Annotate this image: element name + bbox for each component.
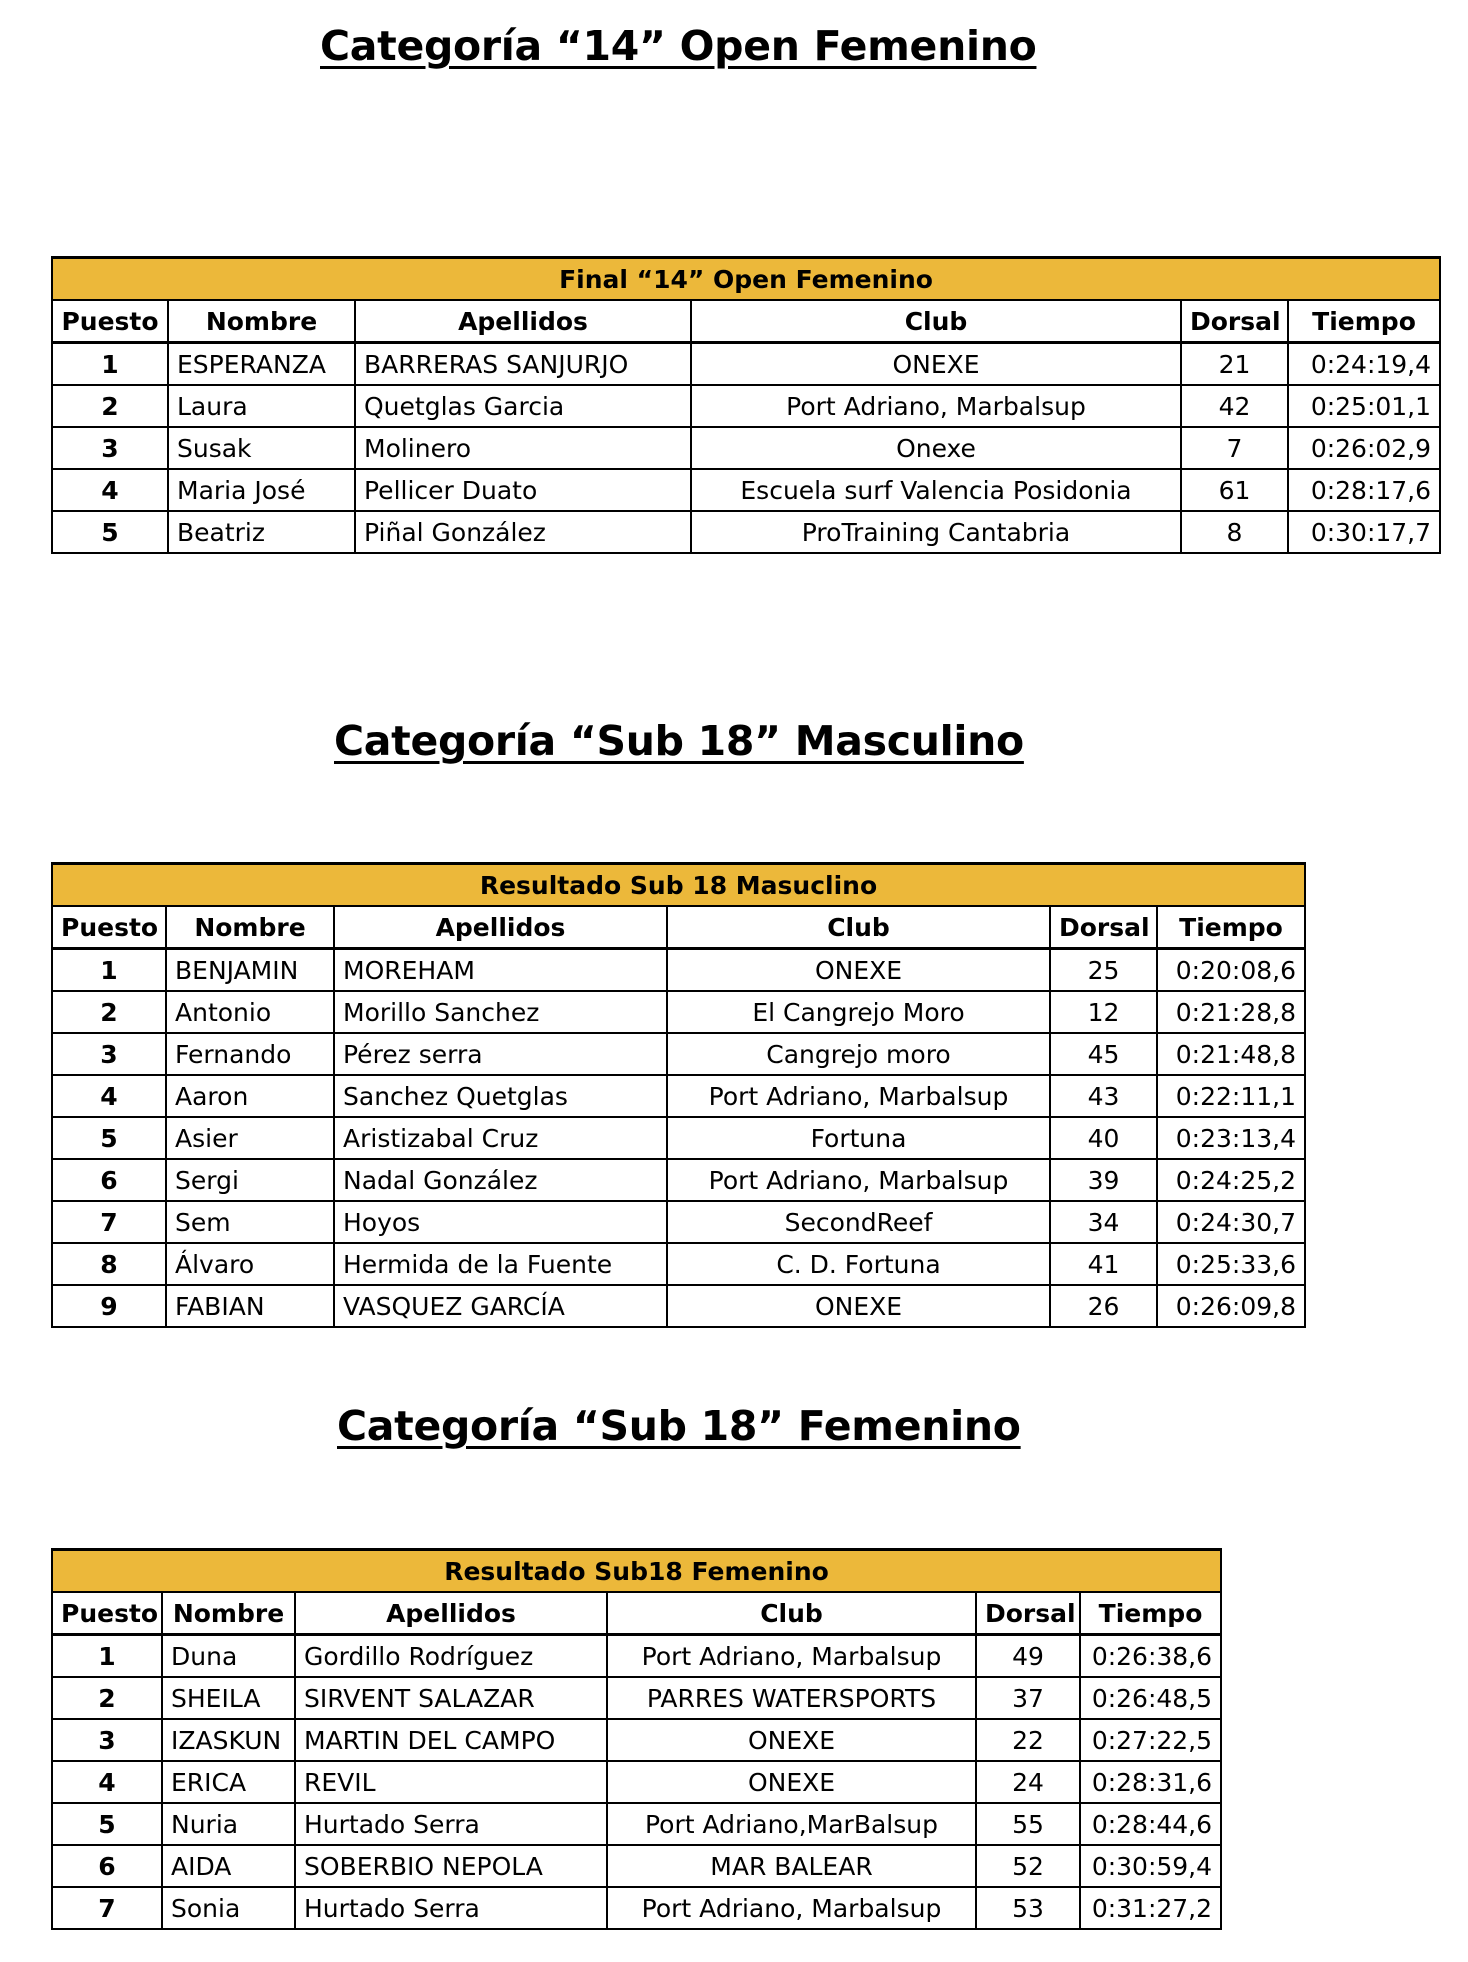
column-header-puesto: Puesto xyxy=(52,906,166,949)
nombre-cell: IZASKUN xyxy=(162,1719,295,1761)
tiempo-cell: 0:26:38,6 xyxy=(1080,1635,1221,1678)
club-cell: C. D. Fortuna xyxy=(667,1243,1050,1285)
dorsal-cell: 34 xyxy=(1050,1201,1157,1243)
dorsal-cell: 8 xyxy=(1181,511,1288,553)
tiempo-cell: 0:30:17,7 xyxy=(1288,511,1440,553)
club-cell: Escuela surf Valencia Posidonia xyxy=(691,469,1181,511)
club-cell: Port Adriano, Marbalsup xyxy=(691,385,1181,427)
table-row xyxy=(52,1635,1221,1678)
nombre-cell: BENJAMIN xyxy=(166,949,334,992)
table-row xyxy=(52,385,1440,427)
column-header-nombre: Nombre xyxy=(166,906,334,949)
column-header-tiempo: Tiempo xyxy=(1157,906,1305,949)
table-row xyxy=(52,1285,1305,1327)
column-header-club: Club xyxy=(667,906,1050,949)
table-row xyxy=(52,1117,1305,1159)
section-heading-sub18-femenino: Categoría “Sub 18” Femenino xyxy=(337,1402,1021,1450)
puesto-cell: 3 xyxy=(52,1719,162,1761)
club-cell: El Cangrejo Moro xyxy=(667,991,1050,1033)
puesto-cell: 6 xyxy=(52,1159,166,1201)
column-header-nombre: Nombre xyxy=(162,1592,295,1635)
club-cell: ONEXE xyxy=(607,1761,976,1803)
tiempo-cell: 0:23:13,4 xyxy=(1157,1117,1305,1159)
apellidos-cell: SIRVENT SALAZAR xyxy=(295,1677,607,1719)
table-row xyxy=(52,343,1440,386)
dorsal-cell: 12 xyxy=(1050,991,1157,1033)
nombre-cell: Antonio xyxy=(166,991,334,1033)
apellidos-cell: Hoyos xyxy=(334,1201,667,1243)
apellidos-cell: BARRERAS SANJURJO xyxy=(355,343,691,386)
dorsal-cell: 37 xyxy=(976,1677,1080,1719)
club-cell: Port Adriano, Marbalsup xyxy=(667,1075,1050,1117)
puesto-cell: 9 xyxy=(52,1285,166,1327)
puesto-cell: 6 xyxy=(52,1845,162,1887)
dorsal-cell: 22 xyxy=(976,1719,1080,1761)
tiempo-cell: 0:24:30,7 xyxy=(1157,1201,1305,1243)
puesto-cell: 4 xyxy=(52,1761,162,1803)
nombre-cell: Laura xyxy=(168,385,355,427)
club-cell: ProTraining Cantabria xyxy=(691,511,1181,553)
tiempo-cell: 0:25:01,1 xyxy=(1288,385,1440,427)
apellidos-cell: Morillo Sanchez xyxy=(334,991,667,1033)
column-header-apellidos: Apellidos xyxy=(334,906,667,949)
club-cell: Port Adriano, Marbalsup xyxy=(667,1159,1050,1201)
tiempo-cell: 0:21:48,8 xyxy=(1157,1033,1305,1075)
club-cell: PARRES WATERSPORTS xyxy=(607,1677,976,1719)
dorsal-cell: 24 xyxy=(976,1761,1080,1803)
nombre-cell: AIDA xyxy=(162,1845,295,1887)
nombre-cell: FABIAN xyxy=(166,1285,334,1327)
dorsal-cell: 52 xyxy=(976,1845,1080,1887)
apellidos-cell: MOREHAM xyxy=(334,949,667,992)
table-caption: Resultado Sub18 Femenino xyxy=(52,1550,1221,1593)
results-table-sub18-masculino xyxy=(51,862,1306,1328)
nombre-cell: Sem xyxy=(166,1201,334,1243)
dorsal-cell: 26 xyxy=(1050,1285,1157,1327)
apellidos-cell: Sanchez Quetglas xyxy=(334,1075,667,1117)
column-header-nombre: Nombre xyxy=(168,300,355,343)
puesto-cell: 2 xyxy=(52,991,166,1033)
dorsal-cell: 7 xyxy=(1181,427,1288,469)
apellidos-cell: SOBERBIO NEPOLA xyxy=(295,1845,607,1887)
apellidos-cell: MARTIN DEL CAMPO xyxy=(295,1719,607,1761)
apellidos-cell: Gordillo Rodríguez xyxy=(295,1635,607,1678)
club-cell: Port Adriano,MarBalsup xyxy=(607,1803,976,1845)
club-cell: ONEXE xyxy=(667,1285,1050,1327)
club-cell: Port Adriano, Marbalsup xyxy=(607,1887,976,1929)
dorsal-cell: 49 xyxy=(976,1635,1080,1678)
table-row xyxy=(52,1677,1221,1719)
dorsal-cell: 42 xyxy=(1181,385,1288,427)
column-header-apellidos: Apellidos xyxy=(295,1592,607,1635)
results-table-open-femenino xyxy=(51,256,1441,554)
table-row xyxy=(52,1719,1221,1761)
apellidos-cell: Molinero xyxy=(355,427,691,469)
club-cell: Onexe xyxy=(691,427,1181,469)
table-row xyxy=(52,427,1440,469)
dorsal-cell: 43 xyxy=(1050,1075,1157,1117)
table-row xyxy=(52,1243,1305,1285)
club-cell: ONEXE xyxy=(667,949,1050,992)
club-cell: Port Adriano, Marbalsup xyxy=(607,1635,976,1678)
puesto-cell: 3 xyxy=(52,1033,166,1075)
nombre-cell: Sonia xyxy=(162,1887,295,1929)
apellidos-cell: Hermida de la Fuente xyxy=(334,1243,667,1285)
table-caption-row xyxy=(52,864,1305,907)
puesto-cell: 4 xyxy=(52,469,168,511)
table-caption-row xyxy=(52,1550,1221,1593)
tiempo-cell: 0:26:48,5 xyxy=(1080,1677,1221,1719)
puesto-cell: 7 xyxy=(52,1887,162,1929)
table-row xyxy=(52,1201,1305,1243)
puesto-cell: 4 xyxy=(52,1075,166,1117)
nombre-cell: Aaron xyxy=(166,1075,334,1117)
puesto-cell: 2 xyxy=(52,1677,162,1719)
puesto-cell: 3 xyxy=(52,427,168,469)
club-cell: SecondReef xyxy=(667,1201,1050,1243)
apellidos-cell: Nadal González xyxy=(334,1159,667,1201)
column-header-apellidos: Apellidos xyxy=(355,300,691,343)
club-cell: Fortuna xyxy=(667,1117,1050,1159)
table-row xyxy=(52,1159,1305,1201)
puesto-cell: 1 xyxy=(52,1635,162,1678)
table-header-row xyxy=(52,1592,1221,1635)
table-header-row xyxy=(52,300,1440,343)
puesto-cell: 1 xyxy=(52,343,168,386)
table-header-row xyxy=(52,906,1305,949)
table-row xyxy=(52,1075,1305,1117)
apellidos-cell: Pérez serra xyxy=(334,1033,667,1075)
column-header-club: Club xyxy=(607,1592,976,1635)
tiempo-cell: 0:21:28,8 xyxy=(1157,991,1305,1033)
table-row xyxy=(52,511,1440,553)
nombre-cell: Álvaro xyxy=(166,1243,334,1285)
puesto-cell: 7 xyxy=(52,1201,166,1243)
tiempo-cell: 0:26:09,8 xyxy=(1157,1285,1305,1327)
table-row xyxy=(52,949,1305,992)
dorsal-cell: 53 xyxy=(976,1887,1080,1929)
puesto-cell: 5 xyxy=(52,1803,162,1845)
column-header-dorsal: Dorsal xyxy=(976,1592,1080,1635)
tiempo-cell: 0:24:19,4 xyxy=(1288,343,1440,386)
nombre-cell: ERICA xyxy=(162,1761,295,1803)
table-row xyxy=(52,469,1440,511)
puesto-cell: 5 xyxy=(52,1117,166,1159)
nombre-cell: Nuria xyxy=(162,1803,295,1845)
dorsal-cell: 25 xyxy=(1050,949,1157,992)
dorsal-cell: 45 xyxy=(1050,1033,1157,1075)
nombre-cell: Susak xyxy=(168,427,355,469)
nombre-cell: SHEILA xyxy=(162,1677,295,1719)
nombre-cell: ESPERANZA xyxy=(168,343,355,386)
apellidos-cell: VASQUEZ GARCÍA xyxy=(334,1285,667,1327)
dorsal-cell: 41 xyxy=(1050,1243,1157,1285)
column-header-dorsal: Dorsal xyxy=(1050,906,1157,949)
apellidos-cell: Hurtado Serra xyxy=(295,1803,607,1845)
column-header-club: Club xyxy=(691,300,1181,343)
column-header-tiempo: Tiempo xyxy=(1080,1592,1221,1635)
puesto-cell: 2 xyxy=(52,385,168,427)
club-cell: ONEXE xyxy=(691,343,1181,386)
tiempo-cell: 0:27:22,5 xyxy=(1080,1719,1221,1761)
results-table-sub18-femenino xyxy=(51,1548,1222,1930)
apellidos-cell: Hurtado Serra xyxy=(295,1887,607,1929)
table-row xyxy=(52,1887,1221,1929)
table-row xyxy=(52,1761,1221,1803)
section-heading-sub18-masculino: Categoría “Sub 18” Masculino xyxy=(334,717,1024,765)
tiempo-cell: 0:28:44,6 xyxy=(1080,1803,1221,1845)
apellidos-cell: REVIL xyxy=(295,1761,607,1803)
tiempo-cell: 0:28:31,6 xyxy=(1080,1761,1221,1803)
tiempo-cell: 0:26:02,9 xyxy=(1288,427,1440,469)
nombre-cell: Fernando xyxy=(166,1033,334,1075)
club-cell: Cangrejo moro xyxy=(667,1033,1050,1075)
table-caption: Resultado Sub 18 Masuclino xyxy=(52,864,1305,907)
apellidos-cell: Quetglas Garcia xyxy=(355,385,691,427)
column-header-puesto: Puesto xyxy=(52,300,168,343)
table-row xyxy=(52,1803,1221,1845)
puesto-cell: 8 xyxy=(52,1243,166,1285)
column-header-puesto: Puesto xyxy=(52,1592,162,1635)
nombre-cell: Duna xyxy=(162,1635,295,1678)
nombre-cell: Sergi xyxy=(166,1159,334,1201)
dorsal-cell: 39 xyxy=(1050,1159,1157,1201)
column-header-tiempo: Tiempo xyxy=(1288,300,1440,343)
tiempo-cell: 0:22:11,1 xyxy=(1157,1075,1305,1117)
tiempo-cell: 0:28:17,6 xyxy=(1288,469,1440,511)
dorsal-cell: 21 xyxy=(1181,343,1288,386)
table-row xyxy=(52,991,1305,1033)
nombre-cell: Asier xyxy=(166,1117,334,1159)
dorsal-cell: 55 xyxy=(976,1803,1080,1845)
table-row xyxy=(52,1033,1305,1075)
tiempo-cell: 0:30:59,4 xyxy=(1080,1845,1221,1887)
table-caption-row xyxy=(52,258,1440,301)
puesto-cell: 1 xyxy=(52,949,166,992)
club-cell: ONEXE xyxy=(607,1719,976,1761)
puesto-cell: 5 xyxy=(52,511,168,553)
tiempo-cell: 0:25:33,6 xyxy=(1157,1243,1305,1285)
nombre-cell: Maria José xyxy=(168,469,355,511)
dorsal-cell: 61 xyxy=(1181,469,1288,511)
apellidos-cell: Piñal González xyxy=(355,511,691,553)
table-row xyxy=(52,1845,1221,1887)
apellidos-cell: Pellicer Duato xyxy=(355,469,691,511)
tiempo-cell: 0:24:25,2 xyxy=(1157,1159,1305,1201)
dorsal-cell: 40 xyxy=(1050,1117,1157,1159)
column-header-dorsal: Dorsal xyxy=(1181,300,1288,343)
nombre-cell: Beatriz xyxy=(168,511,355,553)
apellidos-cell: Aristizabal Cruz xyxy=(334,1117,667,1159)
tiempo-cell: 0:31:27,2 xyxy=(1080,1887,1221,1929)
tiempo-cell: 0:20:08,6 xyxy=(1157,949,1305,992)
club-cell: MAR BALEAR xyxy=(607,1845,976,1887)
section-heading-open-femenino: Categoría “14” Open Femenino xyxy=(320,22,1037,70)
table-caption: Final “14” Open Femenino xyxy=(52,258,1440,301)
